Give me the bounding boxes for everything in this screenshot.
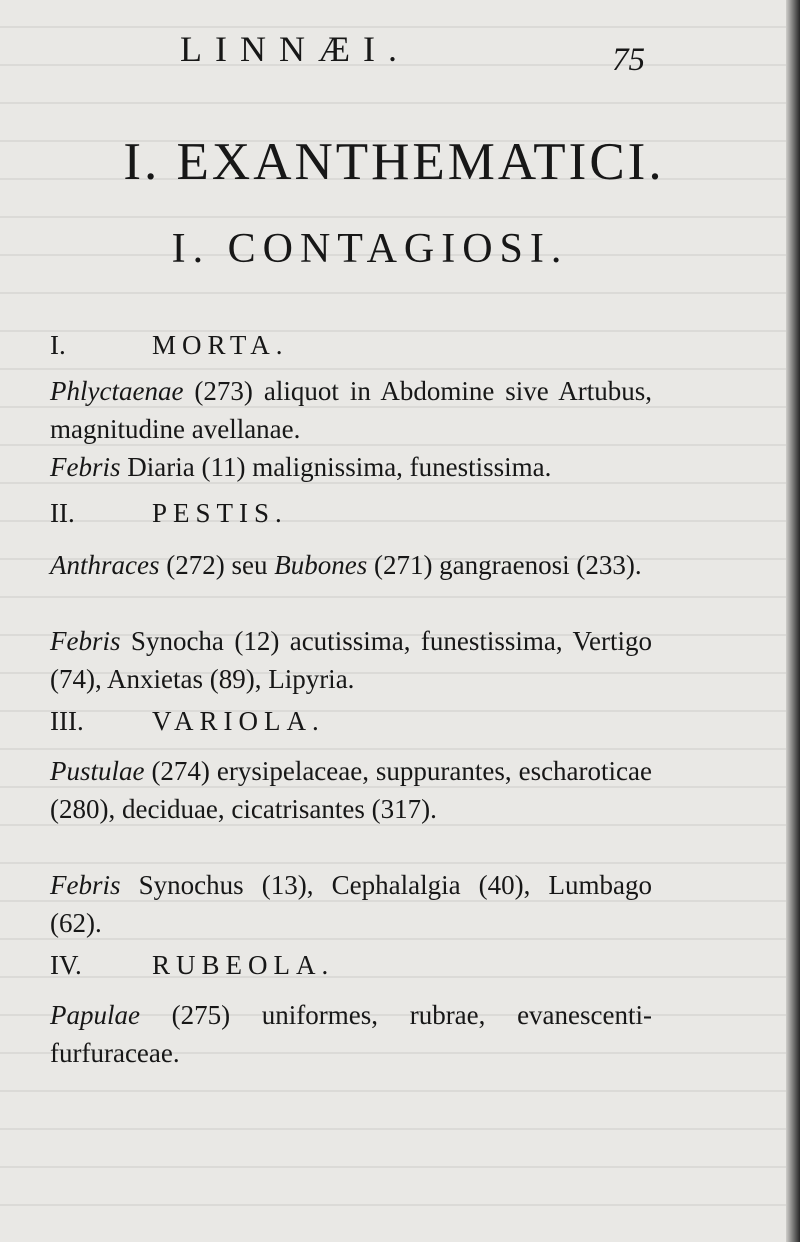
symptom-term: Papulae [50, 1000, 140, 1030]
symptom-entry [50, 996, 652, 1072]
genus-name: MORTA. [152, 330, 289, 360]
genus-number: IV. [50, 950, 82, 980]
fever-text: Synocha (12) acutissima, funestissima, Vertigo (74), Anxietas (89), Lipyria. [50, 626, 653, 694]
symptom-text: (275) uniformes, rubrae, evanescenti-furfuraceae. [50, 1000, 652, 1068]
genus-number: II. [50, 498, 75, 528]
fever-term: Febris [50, 870, 121, 900]
order-heading: I. CONTAGIOSI. [171, 226, 569, 272]
fever-entry [50, 866, 652, 942]
symptom-term: Phlyctaenae [50, 376, 184, 406]
class-heading: I. EXANTHEMATICI. [123, 133, 665, 191]
fever-text: Diaria (11) malignissima, funestissima. [127, 452, 552, 482]
page-edge-shadow [786, 0, 800, 1242]
symptom-term: Pustulae [50, 756, 145, 786]
running-head [0, 28, 786, 78]
genus-number: I. [50, 330, 66, 360]
fever-text: Synochus (13), Cephalalgia (40), Lumbago (62). [50, 870, 652, 938]
genus-name: VARIOLA. [152, 706, 325, 736]
symptom-text-alt: (271) gangraenosi (233). [373, 550, 642, 580]
symptom-term-alt: Bubones [274, 550, 368, 580]
fever-entry [50, 448, 652, 486]
symptom-entry [50, 372, 652, 448]
symptom-entry [50, 546, 652, 584]
fever-term: Febris [50, 452, 121, 482]
symptom-term: Anthraces [50, 550, 160, 580]
fever-term: Febris [50, 626, 121, 656]
symptom-entry [50, 752, 652, 828]
symptom-text: (274) erysipelaceae, suppurantes, escharoticae (280), deciduae, cicatrisantes (317). [50, 756, 652, 824]
running-title: LINNÆI. [180, 29, 410, 69]
genus-name: RUBEOLA. [152, 950, 335, 980]
symptom-text: (272) seu [166, 550, 268, 580]
symptom-text: (273) aliquot in Abdomine sive Artubus, magnitudine avellanae. [50, 376, 652, 444]
genus-name: PESTIS. [152, 498, 288, 528]
fever-entry [50, 622, 652, 698]
page-number: 75 [612, 42, 645, 78]
genus-number: III. [50, 706, 84, 736]
